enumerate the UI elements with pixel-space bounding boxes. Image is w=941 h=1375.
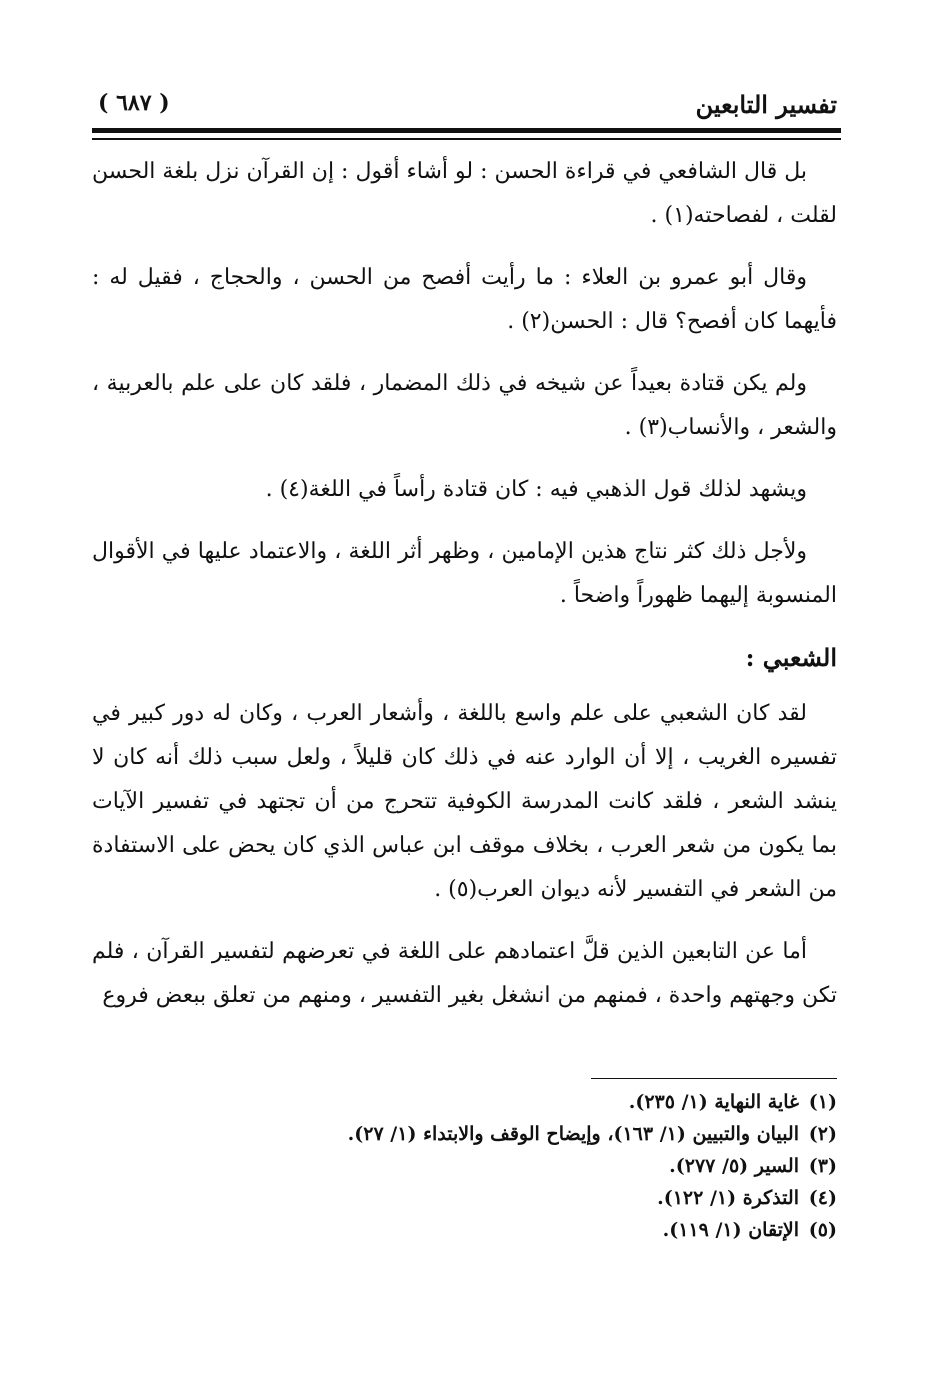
footnote-text: التذكرة (١/ ١٢٢).	[657, 1187, 799, 1209]
footnote	[92, 1086, 837, 1118]
footnote-text: السير (٥/ ٢٧٧).	[669, 1155, 799, 1177]
running-title: تفسير التابعين	[695, 90, 837, 119]
paragraph: ويشهد لذلك قول الذهبي فيه : كان قتادة رأساً في اللغة(٤) .	[265, 477, 807, 502]
paragraph: ولأجل ذلك كثر نتاج هذين الإمامين ، وظهر أثر اللغة ، والاعتماد عليها في الأقوال المنسوبة إليهما ظهوراً واضحاً .	[92, 539, 837, 608]
page-header	[92, 88, 841, 128]
footnote	[92, 1182, 837, 1214]
paragraph: بل قال الشافعي في قراءة الحسن : لو أشاء أقول : إن القرآن نزل بلغة الحسن لقلت ، لفصاحته(١) .	[92, 159, 837, 228]
footnote	[92, 1118, 837, 1150]
header-rule-thin	[92, 138, 841, 140]
footnote-number: (٣)	[808, 1155, 837, 1177]
paragraph: لقد كان الشعبي على علم واسع باللغة ، وأشعار العرب ، وكان له دور كبير في تفسيره الغريب ، إلا أن الوارد عنه في ذلك كان قليلاً ، ولعل سبب ذلك أنه كان لا ينشد الشعر ، فلقد كانت المدرسة الكوفية تتحرج من أن تجتهد في تفسير الآيات بما يكون من شعر العرب ، بخلاف موقف ابن عباس الذي كان يحض على الاستفادة من الشعر في التفسير لأنه ديوان العرب(٥) .	[92, 701, 837, 902]
footnote-number: (٥)	[808, 1219, 837, 1241]
footnote-text: الإتقان (١/ ١١٩).	[662, 1219, 799, 1241]
footnote-text: البيان والتبيين (١/ ١٦٣)، وإيضاح الوقف والابتداء (١/ ٢٧).	[347, 1123, 799, 1145]
footnote-number: (٢)	[808, 1123, 837, 1145]
paragraph: أما عن التابعين الذين قلَّ اعتمادهم على اللغة في تعرضهم لتفسير القرآن ، فلم تكن وجهتهم واحدة ، فمنهم من انشغل بغير التفسير ، ومنهم من تعلق ببعض فروع	[92, 939, 837, 1008]
main-text	[92, 150, 837, 1036]
footnote-text: غاية النهاية (١/ ٢٣٥).	[628, 1091, 799, 1113]
footnote-separator	[591, 1078, 837, 1079]
footnote-number: (١)	[808, 1091, 837, 1113]
footnote	[92, 1150, 837, 1182]
header-rule-thick	[92, 128, 841, 133]
page-number: ( ٦٨٧ )	[98, 90, 170, 116]
section-heading: الشعبي :	[745, 643, 837, 672]
footnote	[92, 1214, 837, 1246]
footnote-number: (٤)	[808, 1187, 837, 1209]
footnotes	[92, 1086, 837, 1246]
paragraph: وقال أبو عمرو بن العلاء : ما رأيت أفصح من الحسن ، والحجاج ، فقيل له : فأيهما كان أفصح؟ قال : الحسن(٢) .	[92, 265, 837, 334]
paragraph: ولم يكن قتادة بعيداً عن شيخه في ذلك المضمار ، فلقد كان على علم بالعربية ، والشعر ، والأنساب(٣) .	[92, 371, 837, 440]
